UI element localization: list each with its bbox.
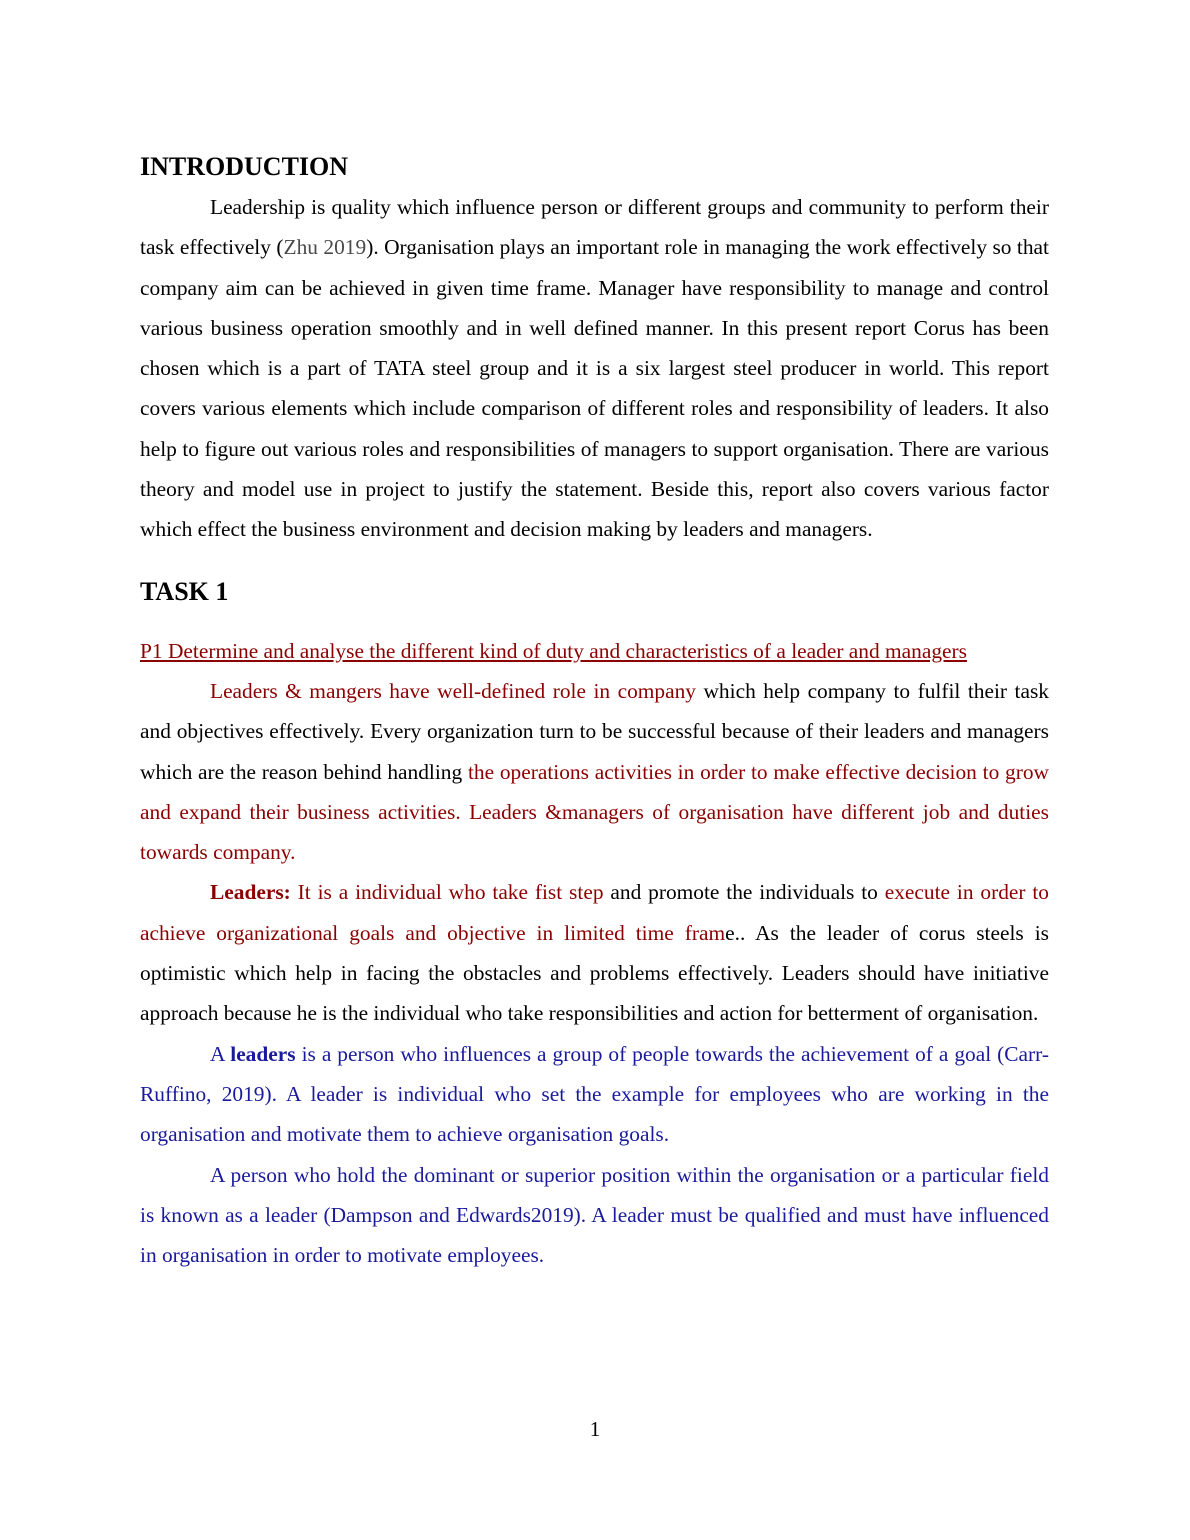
intro-text-a: Leadership is quality which influence person or different groups and community to perform their task effectively ( — [140, 195, 1049, 260]
task1-p3-text-a: A — [210, 1041, 231, 1066]
task1-p2-text-b: and promote the individuals to — [603, 880, 885, 905]
task1-p2-text-d: e.. As the leader of corus steels is optimistic which help in facing the obstacles and problems effectively. Leaders should have initiative approach because he is the individual who take responsibilities and action for betterment of organisation. — [140, 920, 1049, 1026]
task1-leaders-label: Leaders: — [210, 880, 291, 905]
task1-paragraph-4: A person who hold the dominant or superior position within the organisation or a particular field is known as a leader (Dampson and Edwards2019). A leader must be qualified and must have influenced in organisation in order to motivate employees. — [140, 1162, 1049, 1268]
task1-p1-text-a: Leaders & mangers have well-defined role in company — [210, 678, 696, 703]
task1-p1-text-c: the operations activities in order to make effective decision to grow and expand their business activities. Leaders &managers of organisation have different job and duties towards company. — [140, 759, 1049, 865]
document-page — [140, 150, 1049, 1275]
task1-p2-text-a: It is a individual who take fist step — [290, 880, 604, 905]
task1-p2-text-c: execute in order to achieve organizational goals and objective in limited time fram — [140, 880, 1050, 945]
task1-subheading-paragraph — [140, 631, 1049, 671]
task1-paragraph-3 — [140, 1034, 1049, 1155]
task1-paragraph-1 — [140, 671, 1049, 872]
task1-subheading: P1 Determine and analyse the different kind of duty and characteristics of a leader and managers — [140, 638, 967, 663]
task1-p3-text-b: is a person who influences a group of people towards the achievement of a goal (Carr-Ruffino, 2019). A leader is individual who set the example for employees who are working in the organisation and motivate them to achieve organisation goals. — [140, 1041, 1049, 1147]
page-number: 1 — [589, 1417, 601, 1441]
intro-text-b: ). Organisation plays an important role in managing the work effectively so that company aim can be achieved in given time frame. Manager have responsibility to manage and control various business operation smoothly and in well defined manner. In this present report Corus has been chosen which is a part of TATA steel group and it is a six largest steel producer in world. This report covers various elements which include comparison of different roles and responsibility of leaders. It also help to figure out various roles and responsibilities of managers to support organisation. There are various theory and model use in project to justify the statement. Beside this, report also covers various factor which effect the business environment and decision making by leaders and managers. — [140, 235, 1049, 542]
intro-heading: INTRODUCTION — [140, 152, 349, 181]
task1-heading: TASK 1 — [140, 576, 229, 606]
intro-citation: Zhu 2019 — [283, 235, 367, 260]
task1-p3-bold: leaders — [230, 1041, 296, 1066]
intro-paragraph — [140, 187, 1049, 550]
task1-paragraph-2 — [140, 872, 1049, 1033]
task1-p1-text-b: which help company to fulfil their task and objectives effectively. Every organization turn to be successful because of their leaders and managers which are the reason behind handling — [140, 678, 1049, 784]
